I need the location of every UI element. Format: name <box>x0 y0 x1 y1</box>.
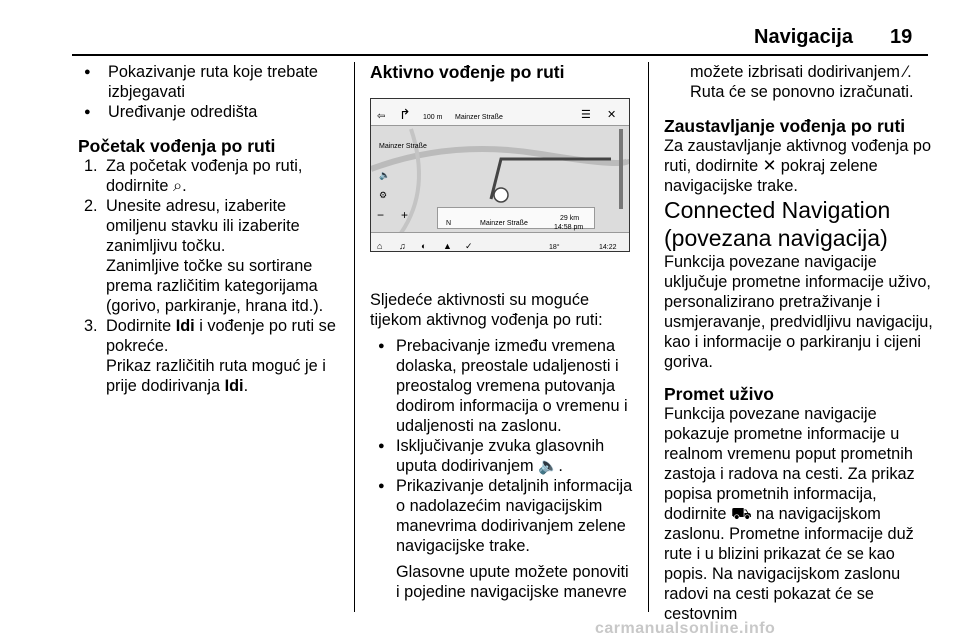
watermark: carmanualsonline.info <box>595 620 776 637</box>
step-2-text: Unesite adresu, izaberite omiljenu stavku ili izaberite zanimljivu točku. <box>106 197 300 255</box>
page-header <box>72 26 928 54</box>
maneuver-street: Mainzer Straße <box>455 114 503 121</box>
eta-time[interactable]: 14:58 pm <box>554 224 584 231</box>
intro-text: Sljedeće aktivnosti su moguće tijekom aktivnog vođenja po ruti: <box>370 291 603 329</box>
column-3 <box>664 62 934 624</box>
temperature: 18° <box>549 244 560 251</box>
list-icon[interactable]: ☰ <box>581 109 591 121</box>
bullet-edit-destination: ● Uređivanje odredišta <box>78 102 350 122</box>
page-number: 19 <box>890 26 913 48</box>
bullet-details: ● Prikazivanje detaljnih informacija o nadolazećim navigacijskim manevrima dodirivanjem zelene navigacijske trake. <box>370 476 634 556</box>
zoom-in-icon[interactable]: + <box>401 208 409 222</box>
navigation-screen-illustration <box>370 98 630 252</box>
compass-icon: N <box>446 220 452 227</box>
music-icon[interactable]: ♫ <box>399 241 406 251</box>
apps-icon[interactable]: ✓ <box>465 241 473 251</box>
column-2 <box>370 62 634 602</box>
bullet-avoid-routes: ● Pokazivanje ruta koje trebate izbjegavati <box>78 62 350 102</box>
maneuver-distance: 100 m <box>423 114 443 121</box>
turn-right-arrow-icon: ↱ <box>399 106 411 122</box>
heading-live-traffic: Promet uživo <box>664 384 774 404</box>
green-navigation-bar[interactable] <box>437 207 595 229</box>
close-icon[interactable]: ✕ <box>607 109 617 121</box>
stop-text: Za zaustavljanje aktivnog vođenja po ruti, dodirnite ✕ pokraj zelene navigacijske trake. <box>664 137 932 195</box>
step-1-text: Za početak vođenja po ruti, dodirnite ⌕. <box>106 157 303 195</box>
step-2-number: 2. <box>84 197 98 215</box>
speaker-icon[interactable]: 🔈 <box>379 170 391 180</box>
continued-text: možete izbrisati dodirivanjem ⁄. Ruta će se ponovno izračunati. <box>690 63 914 101</box>
nav-top-bar[interactable] <box>371 99 629 126</box>
connected-navigation-text: Funkcija povezane navigacije uključuje prometne informacije uživo, personalizirano pretraživanje i usmjeravanje, predvidljivu navigaciju, kao i informacije o parkiranju i cijeni goriva. <box>664 253 933 371</box>
heading-connected-navigation: Connected Navigation (povezana navigacija) <box>664 197 891 251</box>
nav-icon[interactable]: ▲ <box>443 241 452 251</box>
live-traffic-text: Funkcija povezane navigacije pokazuje prometne informacije u realnom vremenu poput prometnih zastoja i radova na cesti. Za prikaz popisa prometnih informacija, dodirnite ⛟ na navigacijskom zaslonu. Prometne informacije duž rute i u blizini prikazat će se kao popis. Na navigacijskom zaslonu radovi na cesti pokazat će se cestovnim <box>664 405 915 623</box>
header-rule <box>72 54 928 56</box>
step-3-note <box>78 356 350 396</box>
section-title: Navigacija <box>754 26 853 48</box>
step-3-note-post: . <box>243 377 249 395</box>
step-3-pre: Dodirnite <box>106 317 176 335</box>
clock: 14:22 <box>599 244 617 251</box>
step-2 <box>78 196 350 256</box>
route-progress-bar <box>619 129 623 209</box>
bullet-mute: ● Isključivanje zvuka glasovnih uputa dodirivanjem 🔈. <box>370 436 634 476</box>
gear-icon[interactable]: ⚙ <box>379 190 388 200</box>
column-divider-2 <box>648 62 649 612</box>
step-3-go-label: Idi <box>175 317 195 335</box>
heading-stop-guidance: Zaustavljanje vođenja po ruti <box>664 116 906 136</box>
phone-icon[interactable]: ◐ <box>421 241 427 251</box>
step-3-note-pre: Prikaz različitih ruta moguć je i prije dodirivanja <box>106 357 326 395</box>
system-status-bar <box>371 232 629 251</box>
step-3-number: 3. <box>84 317 98 335</box>
step-2-note: Zanimljive točke su sortirane prema različitim kategorijama (gorivo, parkiranje, hrana itd.). <box>106 257 324 315</box>
bullet-toggle-info: ● Prebacivanje između vremena dolaska, preostale udaljenosti i preostalog vremena putovanja dodirom informacija o vremenu i udaljenosti na zaslonu. <box>370 336 634 436</box>
step-1-number: 1. <box>84 157 98 175</box>
map-street-label: Mainzer Straße <box>379 143 427 150</box>
step-3 <box>78 316 350 356</box>
eta-distance[interactable]: 29 km <box>560 215 580 222</box>
step-1 <box>78 156 350 196</box>
heading-start-guidance: Početak vođenja po ruti <box>78 136 276 156</box>
current-street: Mainzer Straße <box>480 220 528 227</box>
step-3-post: i vođenje po ruti se pokreće. <box>106 317 336 355</box>
repeat-note: Glasovne upute možete ponoviti i pojedine navigacijske manevre <box>396 563 629 601</box>
home-icon[interactable]: ⌂ <box>377 241 383 251</box>
column-divider-1 <box>354 62 355 612</box>
back-icon[interactable]: ⇦ <box>377 111 386 122</box>
column-1 <box>78 62 350 396</box>
zoom-out-icon[interactable]: − <box>377 208 385 222</box>
step-3-note-go: Idi <box>224 377 244 395</box>
heading-active-guidance: Aktivno vođenje po ruti <box>370 62 565 82</box>
